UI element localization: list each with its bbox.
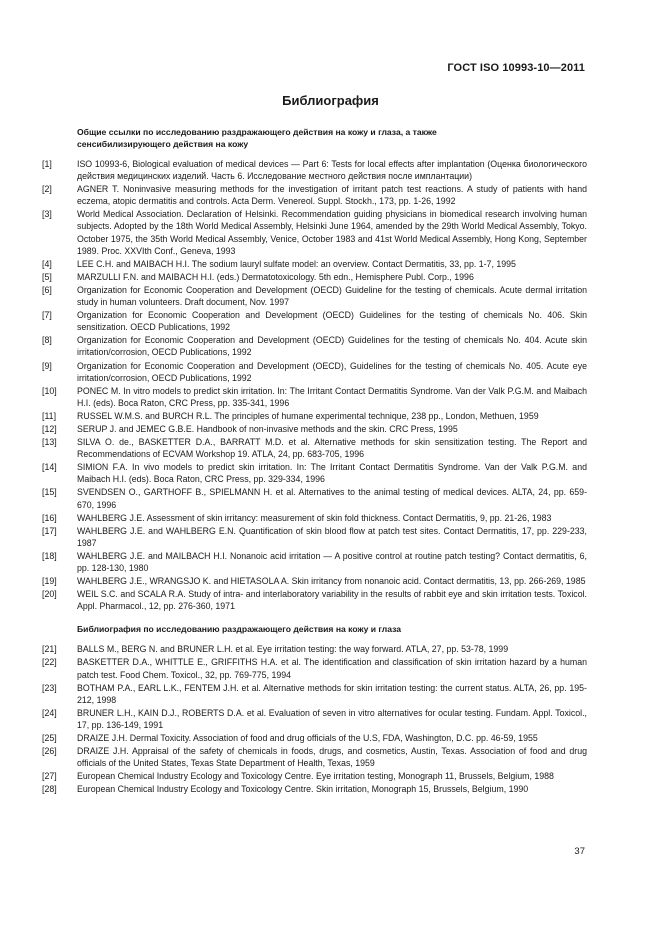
reference-text: AGNER T. Noninvasive measuring methods for the investigation of irritant patch test reactions. A study of patients with hand eczema, atopic dermatitis and controls. Acta Derm. Venereol. Suppl. Stockh., 173, pp. 1-26, 1992 (77, 184, 587, 207)
reference-text: MARZULLI F.N. and MAIBACH H.I. (eds.) Dermatotoxicology. 5th edn., Hemisphere Publ. Corp., 1996 (77, 271, 474, 282)
reference-item (42, 360, 587, 384)
reference-number: [8] (42, 335, 52, 346)
section-general-references (42, 126, 587, 612)
reference-item (42, 158, 587, 182)
reference-number: [14] (42, 462, 57, 473)
reference-number: [15] (42, 487, 57, 498)
reference-item (42, 770, 587, 782)
reference-text: WAHLBERG J.E., WRANGSJO K. and HIETASOLA A. Skin irritancy from nonanoic acid. Contact dermatitis, 13, pp. 266-269, 1985 (77, 576, 586, 587)
reference-number: [5] (42, 271, 52, 282)
reference-item (42, 783, 587, 795)
reference-number: [25] (42, 733, 57, 744)
reference-item (42, 588, 587, 612)
reference-text: BASKETTER D.A., WHITTLE E., GRIFFITHS H.A. et al. The identification and classification of skin irritation hazard by a human patch test. Food Chem. Toxicol., 32, pp. 769-775, 1994 (77, 657, 587, 680)
reference-number: [27] (42, 771, 57, 782)
reference-text: LEE C.H. and MAIBACH H.I. The sodium lauryl sulfate model: an overview. Contact Dermatitis, 33, pp. 1-7, 1995 (77, 258, 516, 269)
reference-item (42, 410, 587, 422)
reference-text: Organization for Economic Cooperation and Development (OECD), Guidelines for the testing of chemicals No. 405. Acute eye irritation/corrosion, OECD Publications, 1992 (77, 360, 587, 383)
reference-number: [1] (42, 159, 52, 169)
reference-text: DRAIZE J.H. Appraisal of the safety of chemicals in foods, drugs, and cosmetics, Austin, Texas. Association of food and drug officials of the United States, Texas State Department of Health, Texas, 1959 (77, 746, 587, 769)
reference-item (42, 258, 587, 270)
reference-list (42, 158, 587, 612)
reference-text: European Chemical Industry Ecology and Toxicology Centre. Skin irritation, Monograph 15, Brussels, Belgium, 1990 (77, 784, 529, 795)
reference-text: PONEC M. In vitro models to predict skin irritation. In: The Irritant Contact Dermatitis Syndrome. Van der Valk P.G.M. and Maibach H.I. (eds). Boca Raton, CRC Press, pp. 335-341, 1996 (77, 385, 587, 408)
reference-item (42, 575, 587, 587)
reference-number: [10] (42, 385, 57, 396)
reference-item (42, 461, 587, 485)
reference-item (42, 284, 587, 308)
reference-item (42, 682, 587, 706)
reference-text: SERUP J. and JEMEC G.B.E. Handbook of non-invasive methods and the skin. CRC Press, 1995 (77, 423, 458, 434)
reference-number: [28] (42, 784, 57, 795)
reference-text: ISO 10993-6, Biological evaluation of medical devices — Part 6: Tests for local effects after implantation (Оценка биологического действия медицинских изделий. Часть 6. Исследование местного действия после имплантации) (77, 159, 587, 182)
reference-number: [18] (42, 550, 57, 561)
reference-number: [26] (42, 746, 57, 757)
section-heading: Общие ссылки по исследованию раздражающего действия на кожу и глаза, а также сенсибилизирующего действия на кожу (77, 127, 437, 149)
reference-item (42, 385, 587, 409)
standard-header: ГОСТ ISO 10993-10—2011 (447, 62, 585, 74)
reference-number: [22] (42, 657, 57, 668)
reference-number: [16] (42, 512, 57, 523)
reference-number: [17] (42, 525, 57, 536)
reference-text: BALLS M., BERG N. and BRUNER L.H. et al. Eye irritation testing: the way forward. ATLA, 27, pp. 53-78, 1999 (77, 644, 509, 655)
section-irritation-references (42, 623, 587, 795)
reference-number: [11] (42, 410, 57, 421)
reference-text: WEIL S.C. and SCALA R.A. Study of intra- and interlaboratory variability in the results of rabbit eye and skin irritation tests. Toxicol. Appl. Pharmacol., 12, pp. 276-360, 1971 (77, 589, 587, 612)
reference-item (42, 271, 587, 283)
reference-text: Organization for Economic Cooperation and Development (OECD) Guidelines for the testing of chemicals No. 406. Skin sensitization. OECD Publications, 1992 (77, 310, 587, 333)
reference-text: SILVA O. de., BASKETTER D.A., BARRATT M.D. et al. Alternative methods for skin sensitization testing. The Report and Recommendations of ECVAM Workshop 19. ATLA, 24, pp. 683-705, 1996 (77, 437, 587, 460)
reference-number: [13] (42, 437, 57, 448)
reference-text: SIMION F.A. In vivo models to predict skin irritation. In: The Irritant Contact Dermatitis Syndrome. Van der Valk P.G.M. and Maibach H.I. (eds). Boca Raton, CRC Press, pp. 329-334, 1996 (77, 462, 587, 485)
reference-text: World Medical Association. Declaration of Helsinki. Recommendation guiding physicians in biomedical research involving human subjects. Adopted by the 18th World Medical Assembly, Helsinki June 1964, amended by the 29th World Medical Assembly, Tokyo. October 1975, the 35th World Medical Assembly, Venice, October 1983 and 41st World Medical Assembly, Hong Kong, September 1989. Proc. XXVIth Conf., Geneva, 1993 (77, 209, 587, 256)
reference-number: [12] (42, 423, 57, 434)
reference-number: [21] (42, 644, 57, 655)
reference-list (42, 643, 587, 795)
reference-item (42, 309, 587, 333)
reference-item (42, 525, 587, 549)
reference-text: WAHLBERG J.E. and MAILBACH H.I. Nonanoic acid irritation — A positive control at routine patch testing? Contact dermatitis, 6, pp. 128-130, 1980 (77, 550, 587, 573)
reference-number: [19] (42, 576, 57, 587)
reference-item (42, 486, 587, 510)
reference-number: [2] (42, 184, 52, 195)
reference-number: [4] (42, 258, 52, 269)
reference-number: [7] (42, 310, 52, 321)
reference-text: WAHLBERG J.E. and WAHLBERG E.N. Quantification of skin blood flow at patch test sites. Contact Dermatitis, 17, pp. 229-233, 1987 (77, 525, 587, 548)
reference-item (42, 334, 587, 358)
reference-item (42, 436, 587, 460)
reference-number: [3] (42, 209, 52, 220)
reference-item (42, 745, 587, 769)
reference-text: DRAIZE J.H. Dermal Toxicity. Association of food and drug officials of the U.S, FDA, Washington, D.C. pp. 46-59, 1955 (77, 733, 538, 744)
section-heading: Библиография по исследованию раздражающего действия на кожу и глаза (77, 624, 402, 635)
reference-item (42, 656, 587, 680)
reference-item (42, 550, 587, 574)
reference-item (42, 732, 587, 744)
reference-number: [23] (42, 682, 57, 693)
reference-item (42, 423, 587, 435)
reference-item (42, 512, 587, 524)
page-number: 37 (574, 846, 585, 857)
reference-text: SVENDSEN O., GARTHOFF B., SPIELMANN H. et al. Alternatives to the animal testing of medical devices. ALTA, 24, pp. 659-670, 1996 (77, 487, 587, 510)
reference-item (42, 643, 587, 655)
reference-item (42, 707, 587, 731)
reference-item (42, 208, 587, 256)
reference-number: [20] (42, 589, 57, 600)
reference-number: [24] (42, 707, 57, 718)
page-title: Библиография (282, 93, 379, 108)
reference-text: European Chemical Industry Ecology and Toxicology Centre. Eye irritation testing, Monograph 11, Brussels, Belgium, 1988 (77, 771, 554, 782)
reference-text: WAHLBERG J.E. Assessment of skin irritancy: measurement of skin fold thickness. Contact Dermatitis, 9, pp. 21-26, 1983 (77, 512, 552, 523)
reference-text: BOTHAM P.A., EARL L.K., FENTEM J.H. et al. Alternative methods for skin irritation testing: the current status. ALTA, 26, pp. 195-212, 1998 (77, 682, 587, 705)
reference-item (42, 183, 587, 207)
reference-text: Organization for Economic Cooperation and Development (OECD) Guideline for the testing of chemicals. Acute dermal irritation study in human volunteers. Draft document, Nov. 1997 (77, 284, 587, 308)
bibliography-content (42, 126, 587, 797)
reference-text: Organization for Economic Cooperation and Development (OECD) Guidelines for the testing of chemicals No. 404. Acute skin irritation/corrosion, OECD Publications, 1992 (77, 335, 587, 358)
reference-text: BRUNER L.H., KAIN D.J., ROBERTS D.A. et al. Evaluation of seven in vitro alternatives for ocular testing. Fundam. Appl. Toxicol., 17, pp. 136-149, 1991 (77, 707, 587, 730)
reference-number: [6] (42, 284, 52, 295)
reference-text: RUSSEL W.M.S. and BURCH R.L. The principles of humane experimental technique, 238 pp., London, Methuen, 1959 (77, 410, 539, 421)
reference-number: [9] (42, 360, 52, 371)
